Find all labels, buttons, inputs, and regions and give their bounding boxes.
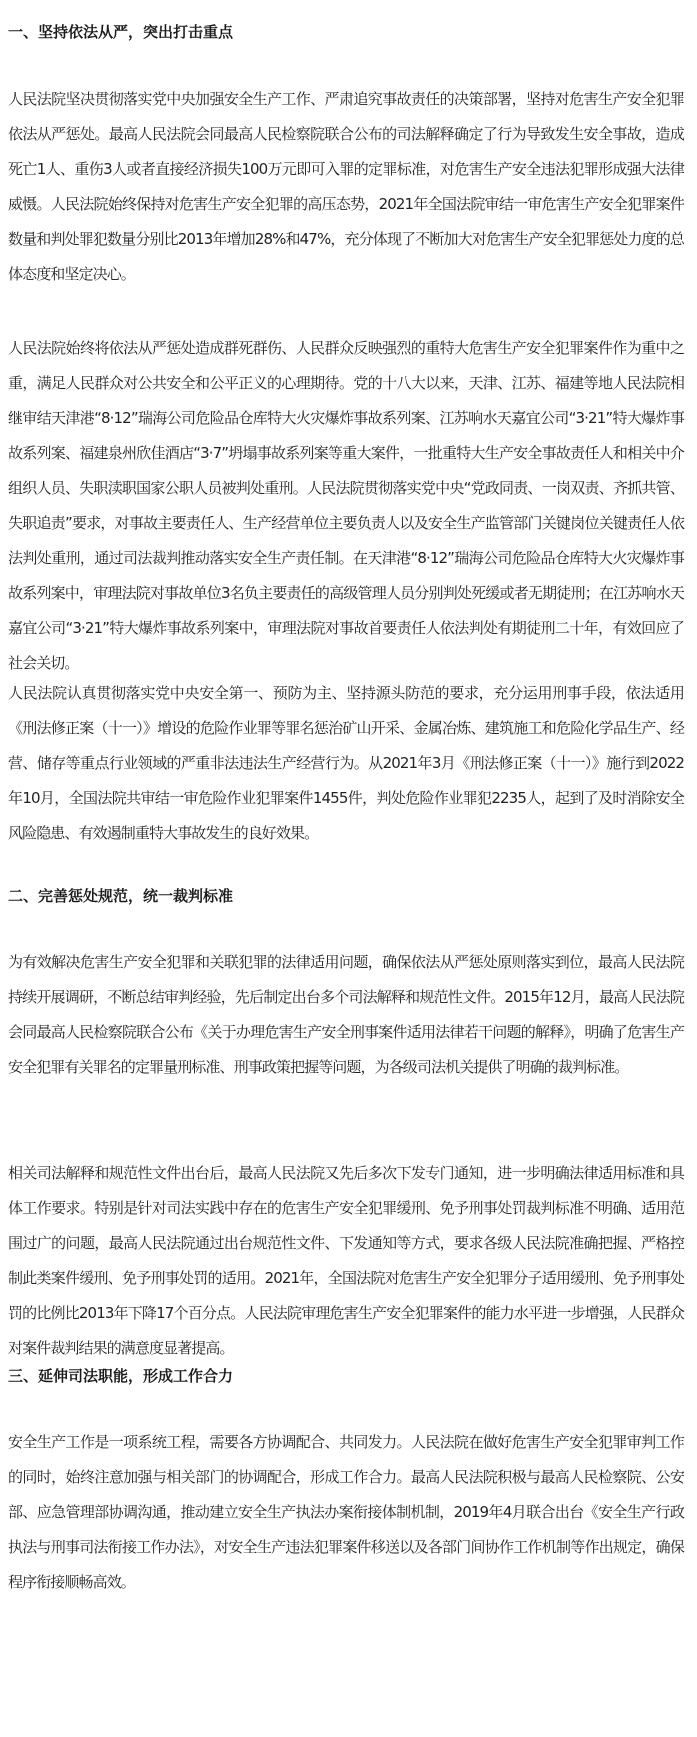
paragraph: 人民法院认真贯彻落实党中央安全第一、预防为主、坚持源头防范的要求，充分运用刑事手段，依法适用《刑法修正案（十一）》增设的危险作业罪等罪名惩治矿山开采、金属冶炼、建筑施工和危险化学品生产、经营、储存等重点行业领域的严重非法违法生产经营行为。从2021年3月《刑法修正案（十一）》施行到2022年10月，全国法院共审结一审危险作业犯罪案件1455件，判处危险作业罪犯2235人，起到了及时消除安全风险隐患、有效遏制重特大事故发生的良好效果。: [8, 684, 684, 842]
section-heading: 一、坚持依法从严，突出打击重点: [8, 23, 234, 41]
paragraph: 人民法院坚决贯彻落实党中央加强安全生产工作、严肃追究事故责任的决策部署，坚持对危害生产安全犯罪依法从严惩处。最高人民法院会同最高人民检察院联合公布的司法解释确定了行为导致发生安全事故，造成死亡1人、重伤3人或者直接经济损失100万元即可入罪的定罪标准，对危害生产安全违法犯罪形成强大法律威慑。人民法院始终保持对危害生产安全犯罪的高压态势，2021年全国法院审结一审危害生产安全犯罪案件数量和判处罪犯数量分别比2013年增加28%和47%，充分体现了不断加大对危害生产安全犯罪惩处力度的总体态度和坚定决心。: [8, 90, 684, 283]
paragraph: 相关司法解释和规范性文件出台后，最高人民法院又先后多次下发专门通知，进一步明确法律适用标准和具体工作要求。特别是针对司法实践中存在的危害生产安全犯罪缓刑、免予刑事处罚裁判标准不明确、适用范围过广的问题，最高人民法院通过出台规范性文件、下发通知等方式，要求各级人民法院准确把握、严格控制此类案件缓刑、免予刑事处罚的适用。2021年，全国法院对危害生产安全犯罪分子适用缓刑、免予刑事处罚的比例比2013年下降17个百分点。人民法院审理危害生产安全犯罪案件的能力水平进一步增强，人民群众对案件裁判结果的满意度显著提高。: [8, 1164, 684, 1357]
section-heading: 三、延伸司法职能，形成工作合力: [8, 1367, 234, 1385]
paragraph: 安全生产工作是一项系统工程，需要各方协调配合、共同发力。人民法院在做好危害生产安全犯罪审判工作的同时，始终注意加强与相关部门的协调配合，形成工作合力。最高人民法院积极与最高人民检察院、公安部、应急管理部协调沟通，推动建立安全生产执法办案衔接体制机制，2019年4月联合出台《安全生产行政执法与刑事司法衔接工作办法》，对安全生产违法犯罪案件移送以及各部门间协作工作机制等作出规定，确保程序衔接顺畅高效。: [8, 1433, 684, 1591]
paragraph: 人民法院始终将依法从严惩处造成群死群伤、人民群众反映强烈的重特大危害生产安全犯罪案件作为重中之重，满足人民群众对公共安全和公平正义的心理期待。党的十八大以来，天津、江苏、福建等地人民法院相继审结天津港“8·12”瑞海公司危险品仓库特大火灾爆炸事故系列案、江苏响水天嘉宜公司“3·21”特大爆炸事故系列案、福建泉州欣佳酒店“3·7”坍塌事故系列案等重大案件，一批重特大生产安全事故责任人和相关中介组织人员、失职渎职国家公职人员被判处重刑。人民法院贯彻落实党中央“党政同责、一岗双责、齐抓共管、失职追责”要求，对事故主要责任人、生产经营单位主要负责人以及安全生产监管部门关键岗位关键责任人依法判处重刑，通过司法裁判推动落实安全生产责任制。在天津港“8·12”瑞海公司危险品仓库特大火灾爆炸事故系列案中，审理法院对事故单位3名负主要责任的高级管理人员分别判处死缓或者无期徒刑；在江苏响水天嘉宜公司“3·21”特大爆炸事故系列案中，审理法院对事故首要责任人依法判处有期徒刑二十年，有效回应了社会关切。: [8, 339, 684, 672]
paragraph: 为有效解决危害生产安全犯罪和关联犯罪的法律适用问题，确保依法从严惩处原则落实到位，最高人民法院持续开展调研，不断总结审判经验，先后制定出台多个司法解释和规范性文件。2015年12月，最高人民法院会同最高人民检察院联合公布《关于办理危害生产安全刑事案件适用法律若干问题的解释》，明确了危害生产安全犯罪有关罪名的定罪量刑标准、刑事政策把握等问题，为各级司法机关提供了明确的裁判标准。: [8, 953, 684, 1076]
section-heading: 二、完善惩处规范，统一裁判标准: [8, 887, 234, 905]
